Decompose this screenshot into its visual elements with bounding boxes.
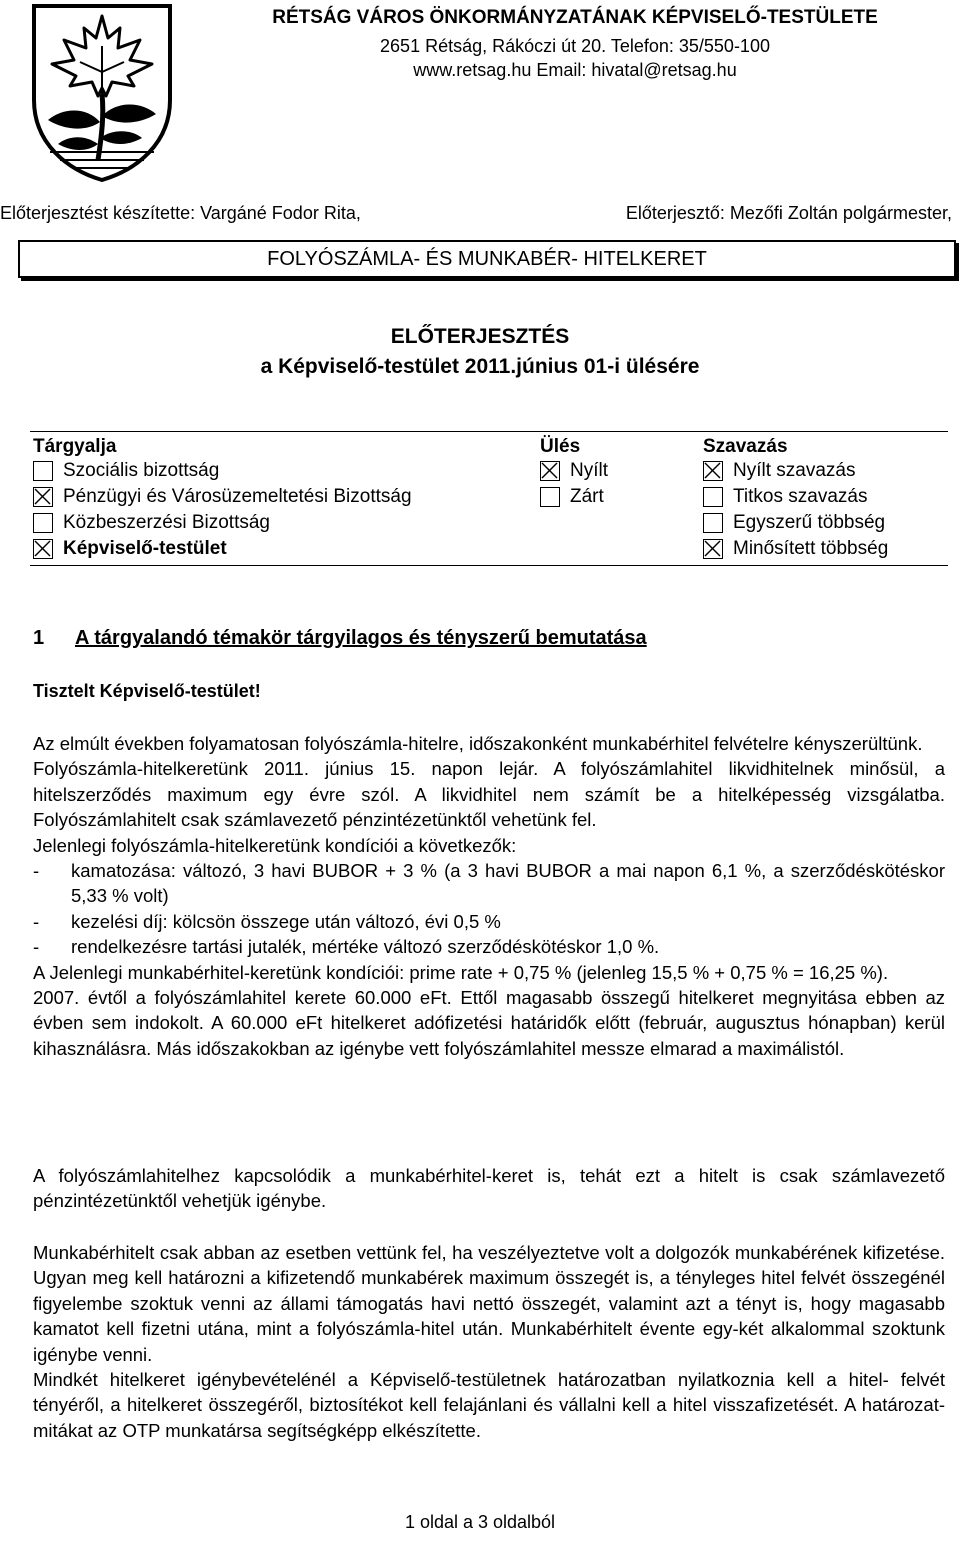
page-footer: 1 oldal a 3 oldalból	[404, 1512, 556, 1532]
prepared-by: Előterjesztést készítette: Vargáné Fodor Rita,	[0, 203, 361, 223]
checkbox-checked-icon[interactable]	[33, 487, 53, 507]
option-label: Titkos szavazás	[733, 486, 868, 507]
table-top-rule	[30, 431, 948, 432]
section-title: A tárgyalandó témakör tárgyilagos és tényszerű bemutatása	[75, 627, 647, 649]
body-block-2	[33, 1163, 945, 1214]
document-title: FOLYÓSZÁMLA- ÉS MUNKABÉR- HITELKERET	[18, 240, 956, 278]
option-label: Szociális bizottság	[63, 460, 220, 481]
org-contact: www.retsag.hu Email: hivatal@retsag.hu	[413, 60, 737, 80]
salutation: Tisztelt Képviselő-testület!	[33, 681, 261, 701]
checkbox-checked-icon[interactable]	[703, 539, 723, 559]
option-minositett-tobbseg[interactable]	[703, 538, 888, 560]
list-item	[33, 934, 945, 959]
crest-logo	[28, 2, 176, 182]
option-szocialis-bizottsag[interactable]	[33, 460, 219, 482]
option-titkos-szavazas[interactable]	[703, 486, 867, 508]
checkbox-unchecked-icon[interactable]	[33, 513, 53, 533]
org-address: 2651 Rétság, Rákóczi út 20. Telefon: 35/550-100	[380, 36, 770, 56]
table-bottom-rule	[30, 565, 948, 566]
body-block-3	[33, 1240, 945, 1443]
option-label: Egyszerű többség	[733, 512, 886, 533]
paragraph: Munkabérhitelt csak abban az esetben vettünk fel, ha veszélyeztetve volt a dolgozók munkabérének kifizetése. Ugyan meg kell határozni a kifizetendő munkabérek maximum összegét is, a tényleges hitel felvét összegénél figyelembe szoktuk venni az állami támogatás havi nettó összegét, valamint azt a tényt is, hogy magasabb kamatot kell fizetni utána, mint a folyószámla-hitel után. Munkabérhitelt évente egy-két alkalommal szoktunk igénybe venni.	[33, 1242, 945, 1365]
option-label: Képviselő-testület	[63, 538, 227, 559]
submission-heading: ELŐTERJESZTÉS	[390, 325, 570, 348]
option-label: Nyílt szavazás	[733, 460, 856, 481]
option-label: Közbeszerzési Bizottság	[63, 512, 270, 533]
crest-icon	[28, 2, 176, 182]
checkbox-unchecked-icon[interactable]	[703, 513, 723, 533]
paragraph: A Jelenlegi munkabérhitel-keretünk kondíciói: prime rate + 0,75 % (jelenleg 15,5 % + 0,75 % = 16,25 %).	[33, 961, 889, 983]
option-penzugyi-bizottsag[interactable]	[33, 486, 412, 508]
bullet-dash: -	[33, 910, 40, 932]
checkbox-checked-icon[interactable]	[540, 461, 560, 481]
option-nyilt-ules[interactable]	[540, 460, 608, 482]
list-item-text: kamatozása: változó, 3 havi BUBOR + 3 % (a 3 havi BUBOR a mai napon 6,1 %, a szerződéskötéskor 5,33 % volt)	[71, 860, 945, 907]
paragraph: Az elmúlt években folyamatosan folyószámla-hitelre, időszakonként munkabérhitel felvételre kényszerültünk.	[33, 733, 923, 754]
org-name: RÉTSÁG VÁROS ÖNKORMÁNYZATÁNAK KÉPVISELŐ-TESTÜLETE	[272, 7, 878, 28]
submission-subheading: a Képviselő-testület 2011.június 01-i ülésére	[260, 355, 700, 378]
list-item-text: kezelési díj: kölcsön összege után változó, évi 0,5 %	[71, 910, 501, 932]
paragraph: Mindkét hitelkeret igénybevételénél a Képviselő-testületnek határozatban nyilatkoznia kell a hitel- felvét tényéről, a hitelkeret összegéről, biztosítékot kell felajánlani és vállalni kell a hitel visszafizetését. A határozat-mitákat az OTP munkatársa segítségképp elkészítette.	[33, 1369, 945, 1441]
list-item	[33, 858, 945, 909]
bullet-dash: -	[33, 936, 40, 958]
checkbox-checked-icon[interactable]	[703, 461, 723, 481]
paragraph: Jelenlegi folyószámla-hitelkeretünk kondíciói a következők:	[33, 834, 517, 856]
option-kozbeszerzesi-bizottsag[interactable]	[33, 512, 270, 534]
option-label: Nyílt	[570, 460, 608, 481]
option-label: Minősített többség	[733, 538, 889, 559]
paragraph: Folyószámla-hitelkeretünk 2011. június 15. napon lejár. A folyószámlahitel likvidhitelnek minősül, a hitelszerződés maximum egy évre szól. A likvidhitel nem számít be a hitelképesség vizsgálatba. Folyószámlahitelt csak számlavezető pénzintézetünktől vehetünk fel.	[33, 758, 945, 831]
list-item	[33, 909, 945, 934]
col-header-targyalja: Tárgyalja	[33, 436, 117, 457]
section-heading	[33, 627, 647, 650]
option-label: Pénzügyi és Városüzemeltetési Bizottság	[63, 486, 412, 507]
paragraph: A folyószámlahitelhez kapcsolódik a munkabérhitel-keret is, tehát ezt a hitelt is csak számlavezető pénzintézetünktől vehetjük igénybe.	[33, 1165, 945, 1212]
paragraph: 2007. évtől a folyószámlahitel kerete 60.000 eFt. Ettől magasabb összegű hitelkeret megnyitása ebben az évben sem indokolt. A 60.000 eFt hitelkeret adófizetési határidők előtt (február, augusztus hónapban) kerül kihasználásra. Más időszakokban az igénybe vett folyószámlahitel messze elmarad a maximálistól.	[33, 987, 945, 1059]
option-kepviselo-testulet[interactable]	[33, 538, 227, 560]
checkbox-unchecked-icon[interactable]	[540, 487, 560, 507]
col-header-ules: Ülés	[540, 436, 581, 457]
option-egyszeru-tobbseg[interactable]	[703, 512, 885, 534]
checkbox-unchecked-icon[interactable]	[33, 461, 53, 481]
option-zart-ules[interactable]	[540, 486, 604, 508]
checkbox-checked-icon[interactable]	[33, 539, 53, 559]
list-item-text: rendelkezésre tartási jutalék, mértéke változó szerződéskötéskor 1,0 %.	[71, 936, 660, 958]
col-header-szavazas: Szavazás	[703, 436, 788, 457]
bullet-dash: -	[33, 860, 40, 882]
presenter: Előterjesztő: Mezőfi Zoltán polgármester,	[625, 203, 952, 223]
option-nyilt-szavazas[interactable]	[703, 460, 855, 482]
body-block-1	[33, 731, 945, 1061]
checkbox-unchecked-icon[interactable]	[703, 487, 723, 507]
option-label: Zárt	[570, 486, 604, 507]
section-number: 1	[33, 627, 45, 649]
